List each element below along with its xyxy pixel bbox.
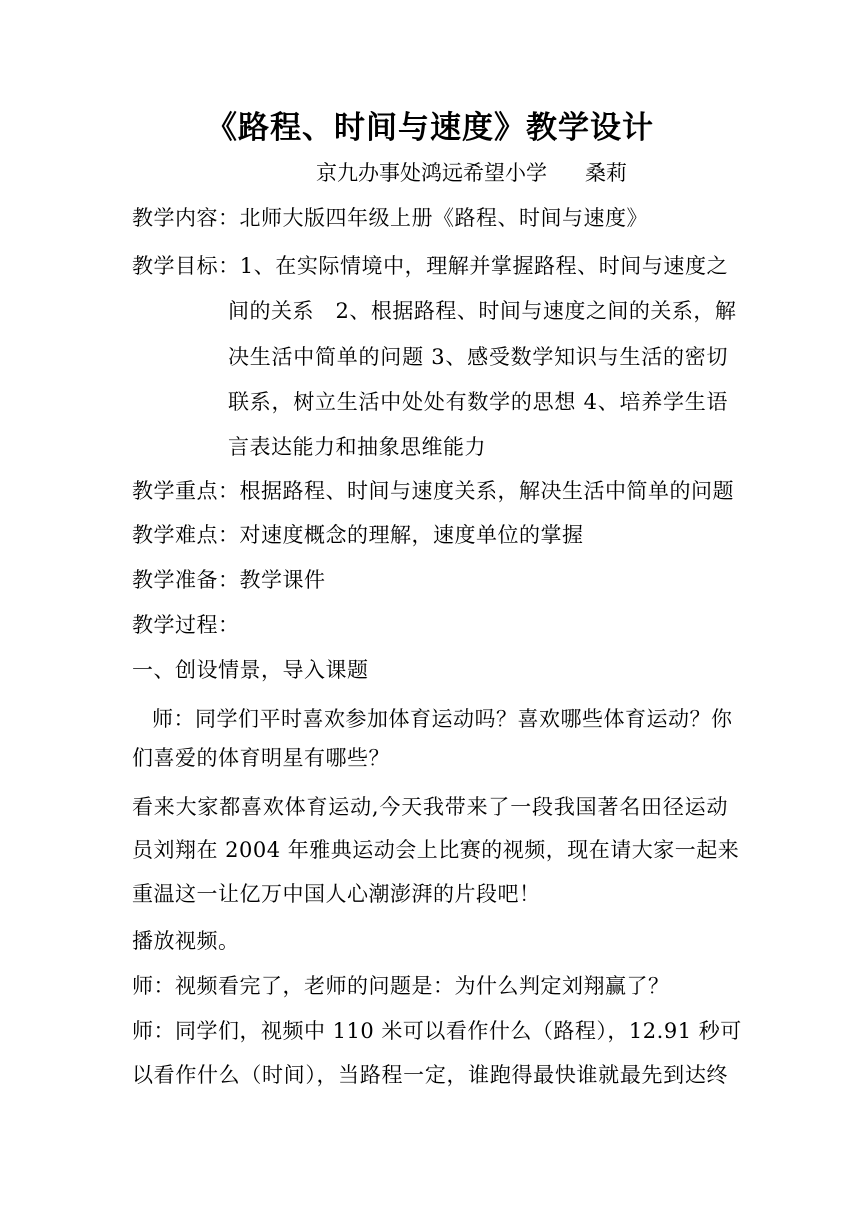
- paragraph-line: 师：同学们平时喜欢参加体育运动吗？喜欢哪些体育运动？你: [152, 707, 733, 731]
- paragraph-line: 师：同学们，视频中 110 米可以看作什么（路程），12.91 秒可: [132, 1019, 742, 1043]
- paragraph-line: 播放视频。: [132, 929, 240, 953]
- author-name: 桑莉: [585, 161, 627, 185]
- paragraph-line: 教学难点：对速度概念的理解，速度单位的掌握: [132, 523, 584, 547]
- section-heading: 一、创设情景，导入课题: [132, 658, 369, 682]
- byline: [316, 160, 627, 186]
- paragraph-line: 教学准备：教学课件: [132, 568, 326, 592]
- paragraph-line: 以看作什么（时间），当路程一定，谁跑得最快谁就最先到达终: [132, 1063, 728, 1087]
- paragraph-line: 决生活中简单的问题 3、感受数学知识与生活的密切: [228, 345, 728, 369]
- paragraph-line: 们喜爱的体育明星有哪些？: [132, 746, 390, 770]
- paragraph-line: 员刘翔在 2004 年雅典运动会上比赛的视频，现在请大家一起来: [132, 838, 740, 862]
- paragraph-line: 重温这一让亿万中国人心潮澎湃的片段吧！: [132, 882, 541, 906]
- paragraph-line: 教学过程：: [132, 613, 240, 637]
- paragraph-line: 师：视频看完了，老师的问题是：为什么判定刘翔赢了？: [132, 974, 670, 998]
- document-title: 《路程、时间与速度》教学设计: [206, 110, 654, 146]
- paragraph-line: 教学重点：根据路程、时间与速度关系，解决生活中简单的问题: [132, 479, 734, 503]
- paragraph-line: 言表达能力和抽象思维能力: [228, 435, 486, 459]
- school-name: 京九办事处鸿远希望小学: [316, 161, 547, 185]
- paragraph-line: 看来大家都喜欢体育运动,今天我带来了一段我国著名田径运动: [132, 795, 728, 819]
- paragraph-line: 联系，树立生活中处处有数学的思想 4、培养学生语: [228, 390, 728, 414]
- paragraph-line: 间的关系 2、根据路程、时间与速度之间的关系，解: [228, 299, 737, 323]
- paragraph-line: 教学内容：北师大版四年级上册《路程、时间与速度》: [132, 206, 648, 230]
- paragraph-line: 教学目标：1、在实际情境中，理解并掌握路程、时间与速度之: [132, 254, 728, 278]
